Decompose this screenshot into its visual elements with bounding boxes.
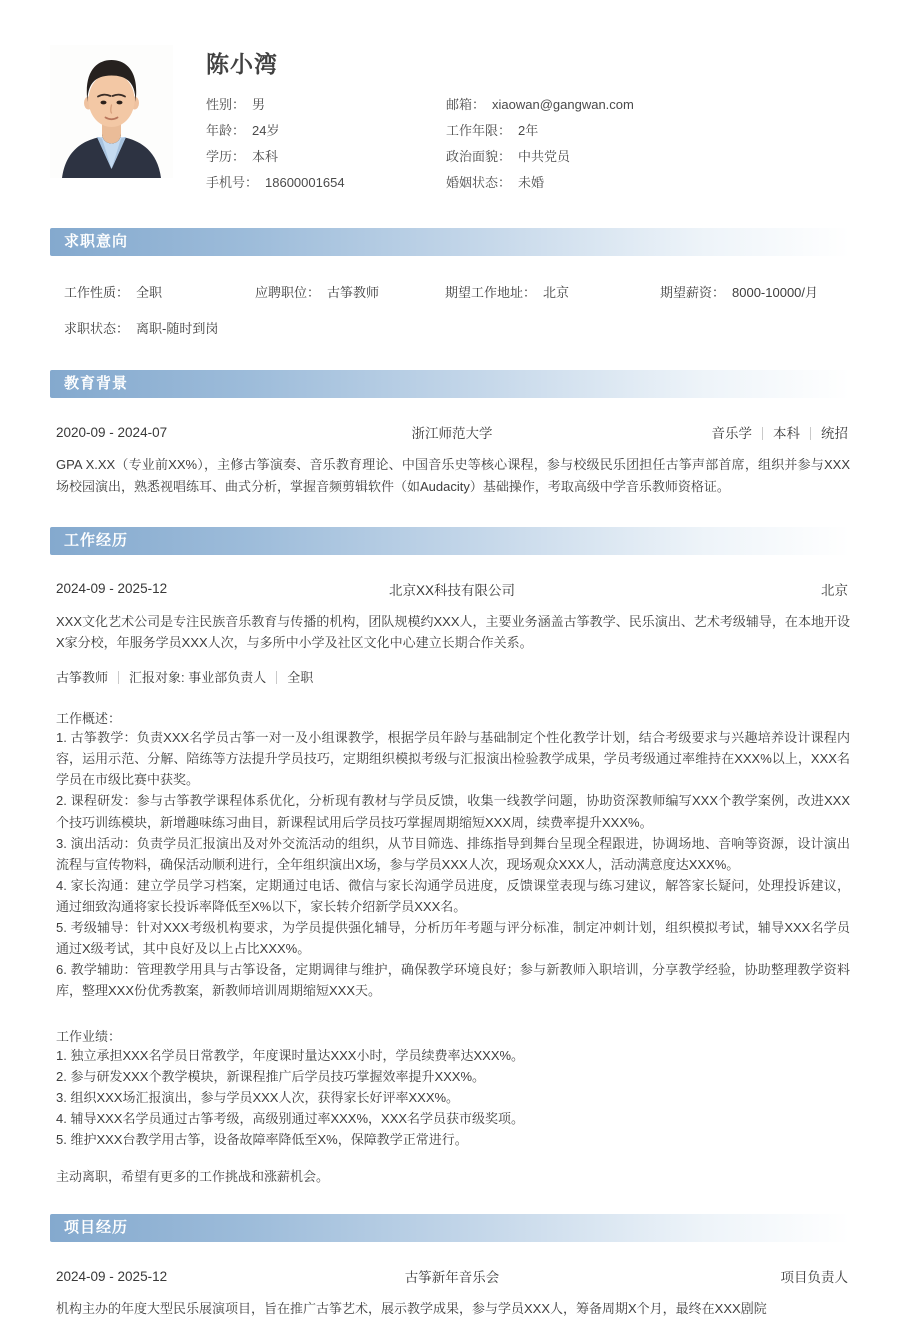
field-education — [206, 144, 446, 170]
project-role: 项目负责人 — [780, 1270, 848, 1286]
education-meta-row — [50, 422, 850, 442]
education-period: 2020-09 - 2024-07 — [56, 424, 168, 440]
work-overview-title: 工作概述： — [56, 711, 122, 727]
work-period: 2024-09 - 2025-12 — [56, 581, 168, 597]
education-description: GPA X.XX（专业前XX%），主修古筝演奏、音乐教育理论、中国音乐史等核心课程，参与校级民乐团担任古筝声部首席，组织并参与XXX场校园演出，熟悉视唱练耳、曲式分析，掌握音频剪辑软件（如Audacity）基础操作，考取高级中学音乐教师资格证。 — [56, 457, 850, 494]
field-label: 应聘职位： — [255, 285, 321, 300]
field-value: 全职 — [136, 285, 163, 300]
field-political-status — [446, 144, 850, 170]
field-value: 8000-10000/月 — [732, 285, 819, 300]
achievement-item: 1. 独立承担XXX名学员日常教学，年度课时量达XXX小时，学员续费率达XXX%。 — [56, 1047, 525, 1063]
achievement-item: 4. 辅导XXX名学员通过古筝考级，高级别通过率XXX%，XXX名学员获市级奖项。 — [56, 1111, 525, 1127]
duty-item: 6. 教学辅助：管理教学用具与古筝设备，定期调律与维护，确保教学环境良好；参与新教师入职培训，分享教学经验，协助整理教学资料库，整理XXX份优秀教案，新教师培训周期缩短XXX天。 — [56, 961, 850, 998]
field-age — [206, 118, 446, 144]
field-value: 古筝教师 — [327, 285, 380, 300]
employment-type: 全职 — [287, 670, 314, 686]
section-header-education: 教育背景 — [50, 370, 850, 398]
field-value: 离职-随时到岗 — [136, 321, 219, 336]
project-description: 机构主办的年度大型民乐展演项目，旨在推广古筝艺术，展示教学成果，参与学员XXX人，筹备周期X个月，最终在XXX剧院 — [56, 1301, 767, 1317]
duty-item: 4. 家长沟通：建立学员学习档案，定期通过电话、微信与家长沟通学员进度，反馈课堂表现与练习建议，解答家长疑问，处理投诉建议，通过细致沟通将家长投诉率降低至X%以下，家长转介绍新学员XXX名。 — [56, 877, 850, 914]
field-value: 未婚 — [518, 175, 545, 190]
field-label: 政治面貌： — [446, 149, 512, 164]
project-period: 2024-09 - 2025-12 — [56, 1268, 168, 1284]
work-location: 北京 — [821, 582, 848, 598]
achievement-item: 5. 维护XXX台教学用古筝，设备故障率降低至X%，保障教学正常进行。 — [56, 1132, 468, 1148]
divider — [118, 671, 119, 684]
profile-info — [173, 45, 850, 196]
achievement-item: 2. 参与研发XXX个教学模块，新课程推广后学员技巧掌握效率提升XXX%。 — [56, 1068, 486, 1084]
field-value: xiaowan@gangwan.com — [492, 97, 634, 112]
profile-header — [50, 45, 850, 196]
field-gender — [206, 92, 446, 118]
field-value: 24岁 — [252, 123, 280, 138]
field-label: 性别： — [206, 97, 246, 112]
field-job-nature — [64, 282, 255, 301]
field-expected-location — [445, 282, 660, 301]
field-value: 北京 — [543, 285, 570, 300]
admission-type: 统招 — [821, 426, 848, 441]
duty-item: 3. 演出活动：负责学员汇报演出及对外交流活动的组织，从节目筛选、排练指导到舞台呈现全程跟进，协调场地、音响等资源，设计演出流程与宣传物料，确保活动顺利进行，全年组织演出X场，参与学员XXX人次，现场观众XXX人，活动满意度达XXX%。 — [56, 835, 850, 872]
info-column-right — [446, 92, 850, 196]
field-marital-status — [446, 170, 850, 196]
section-header-project-experience: 项目经历 — [50, 1214, 850, 1242]
info-grid — [206, 92, 850, 196]
field-value: 18600001654 — [265, 175, 345, 190]
field-label: 邮箱： — [446, 97, 486, 112]
candidate-name: 陈小湾 — [206, 51, 278, 77]
divider — [276, 671, 277, 684]
field-label: 手机号： — [206, 175, 259, 190]
work-meta-row — [50, 579, 850, 599]
duty-item: 1. 古筝教学：负责XXX名学员古筝一对一及小组课教学，根据学员年龄与基础制定个性化教学计划，结合考级要求与兴趣培养设计课程内容，运用示范、分解、陪练等方法提升学员技巧，定期组织模拟考级与汇报演出检验教学成果，学员考级通过率维持在XXX%以上，XXX名学员在市级比赛中获奖。 — [56, 730, 850, 788]
position-title: 古筝教师 — [56, 670, 109, 686]
divider — [762, 427, 763, 440]
field-applied-position — [255, 282, 445, 301]
field-phone — [206, 170, 446, 196]
major: 音乐学 — [711, 426, 752, 441]
achievement-item: 3. 组织XXX场汇报演出，参与学员XXX人次，获得家长好评率XXX%。 — [56, 1090, 460, 1106]
field-value: 本科 — [252, 149, 279, 164]
company-name: 北京XX科技有限公司 — [388, 582, 515, 598]
divider — [810, 427, 811, 440]
field-work-years — [446, 118, 850, 144]
section-header-work-experience: 工作经历 — [50, 527, 850, 555]
degree: 本科 — [773, 426, 800, 441]
report-to: 汇报对象: 事业部负责人 — [129, 670, 267, 686]
field-label: 婚姻状态： — [446, 175, 512, 190]
project-meta-row — [50, 1266, 850, 1286]
work-achievements-list — [50, 1045, 850, 1150]
school-name: 浙江师范大学 — [411, 426, 493, 441]
section-header-job-intent: 求职意向 — [50, 228, 850, 256]
field-value: 2年 — [518, 123, 539, 138]
field-label: 工作性质： — [64, 285, 130, 300]
profile-photo — [50, 45, 173, 178]
field-label: 期望工作地址： — [445, 285, 537, 300]
info-column-left — [206, 92, 446, 196]
company-intro: XXX文化艺术公司是专注民族音乐教育与传播的机构，团队规模约XXX人，主要业务涵盖古筝教学、民乐演出、艺术考级辅导，在本地开设X家分校，年服务学员XXX人次，与多所中小学及社区文化中心建立长期合作关系。 — [56, 613, 850, 651]
job-intent-row — [50, 282, 850, 301]
project-name: 古筝新年音乐会 — [404, 1270, 500, 1286]
portrait-illustration — [50, 45, 173, 178]
field-value: 中共党员 — [518, 149, 571, 164]
field-label: 学历： — [206, 149, 246, 164]
work-achievements-title: 工作业绩： — [56, 1028, 122, 1044]
education-tags — [493, 422, 849, 442]
field-label: 求职状态： — [64, 321, 130, 336]
job-title-line — [50, 667, 850, 686]
field-label: 期望薪资： — [660, 285, 726, 300]
field-label: 年龄： — [206, 123, 246, 138]
field-job-status — [50, 318, 850, 337]
leave-reason: 主动离职，希望有更多的工作挑战和涨薪机会。 — [56, 1169, 330, 1185]
duty-item: 2. 课程研发：参与古筝教学课程体系优化，分析现有教材与学员反馈，收集一线教学问题，协助资深教师编写XXX个教学案例，改进XXX个技巧训练模块，新增趣味练习曲目，新课程试用后学员技巧掌握周期缩短XXX周，续费率提升XXX%。 — [56, 793, 850, 830]
field-email — [446, 92, 850, 118]
field-label: 工作年限： — [446, 123, 512, 138]
field-value: 男 — [252, 97, 266, 112]
field-expected-salary — [660, 282, 818, 301]
duty-item: 5. 考级辅导：针对XXX考级机构要求，为学员提供强化辅导，分析历年考题与评分标准，制定冲刺计划，组织模拟考试，辅导XXX名学员通过X级考试，其中良好及以上占比XXX%。 — [56, 919, 850, 956]
work-duties-list — [50, 727, 850, 1001]
